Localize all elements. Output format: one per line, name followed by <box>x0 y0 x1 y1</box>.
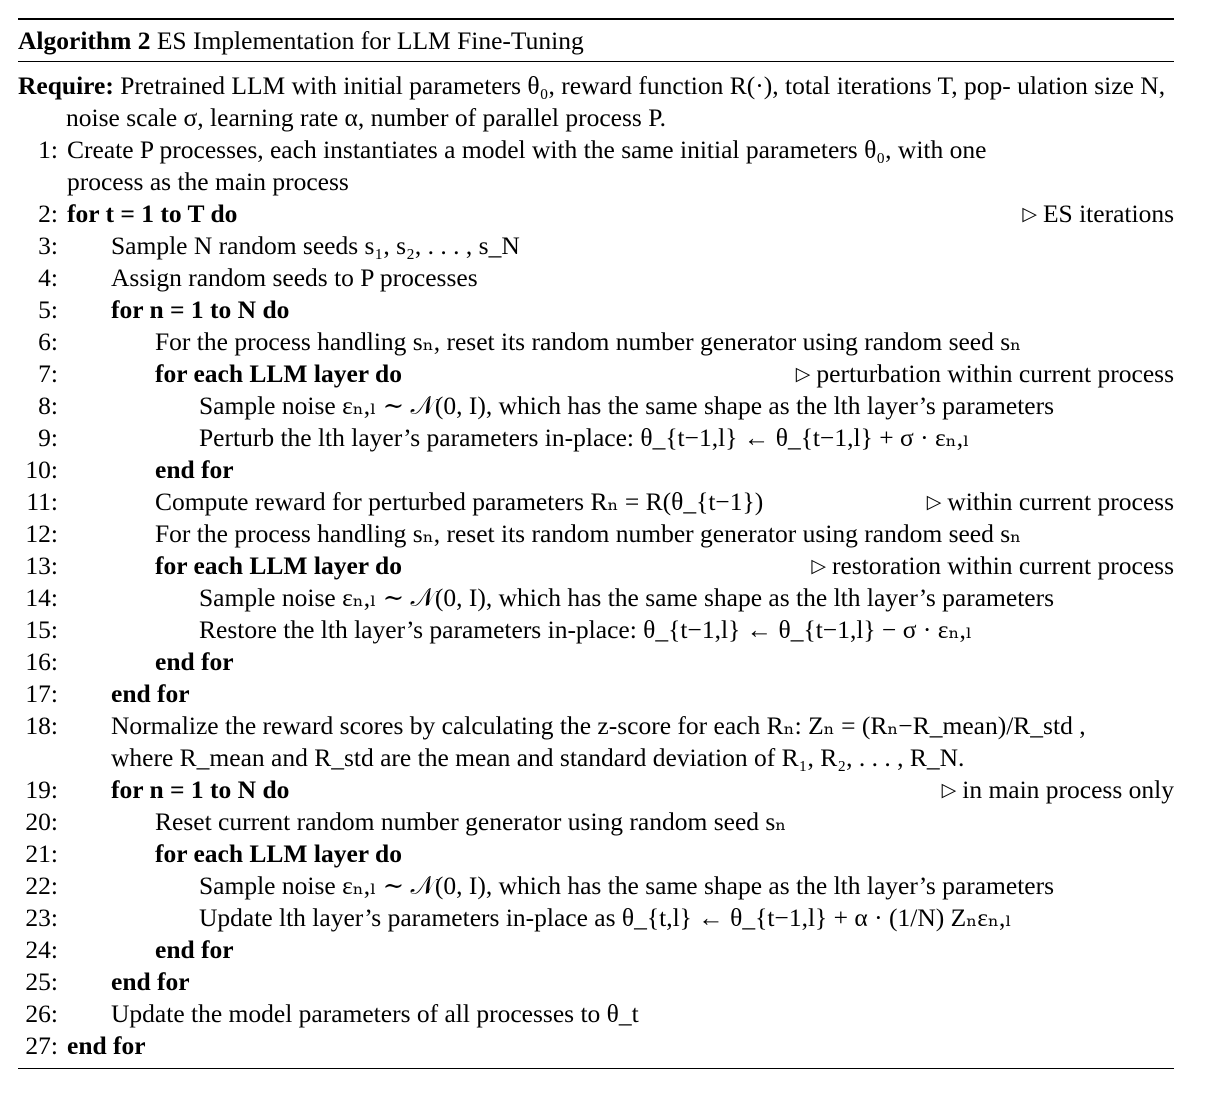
line-number: 14: <box>25 583 58 612</box>
line-number: 7: <box>38 359 58 388</box>
line-text: Sample N random seeds s₁, s₂, . . . , s_N <box>111 231 520 260</box>
line-number: 10: <box>25 455 58 484</box>
line-number: 4: <box>38 263 58 292</box>
bottom-rule <box>18 1068 1174 1069</box>
line-number: 15: <box>25 615 58 644</box>
line-comment <box>942 774 1174 809</box>
line-comment <box>796 358 1174 393</box>
line-number: 9: <box>38 423 58 452</box>
line-number: 26: <box>25 999 58 1028</box>
algorithm-title: ES Implementation for LLM Fine-Tuning <box>156 26 584 55</box>
comment-text: in main process only <box>962 775 1174 804</box>
algorithm-line <box>18 422 1174 454</box>
algorithm-line <box>18 870 1174 902</box>
line-text: Normalize the reward scores by calculating the z-score for each Rₙ: Zₙ = (Rₙ−R_mean)/R_std , <box>111 711 1086 740</box>
algorithm-line <box>18 550 1174 582</box>
algorithm-line <box>18 678 1174 710</box>
line-number: 18: <box>25 711 58 740</box>
line-number: 16: <box>25 647 58 676</box>
comment-text: perturbation within current process <box>816 359 1174 388</box>
line-number: 27: <box>25 1031 58 1060</box>
algorithm-line <box>18 518 1174 550</box>
line-text: for each LLM layer do <box>155 359 402 388</box>
algorithm-line <box>18 454 1174 486</box>
algorithm-line <box>18 134 1174 166</box>
line-text: Sample noise εₙ,ₗ ∼ 𝒩(0, I), which has the same shape as the lth layer’s parameters <box>199 871 1055 900</box>
line-comment <box>811 550 1174 585</box>
line-number: 8: <box>38 391 58 420</box>
line-text: end for <box>155 455 234 484</box>
line-text: end for <box>155 935 234 964</box>
comment-triangle-icon: ▷ <box>1022 204 1037 225</box>
line-text: Update the model parameters of all processes to θ_t <box>111 999 639 1028</box>
line-text: for t = 1 to T do <box>67 199 238 228</box>
line-number: 12: <box>25 519 58 548</box>
algorithm-line <box>18 934 1174 966</box>
algorithm-line <box>18 966 1174 998</box>
line-text: end for <box>67 1031 146 1060</box>
line-number: 25: <box>25 967 58 996</box>
algorithm-line <box>18 486 1174 518</box>
line-number: 22: <box>25 871 58 900</box>
line-text: for n = 1 to N do <box>111 775 290 804</box>
algorithm-line <box>18 614 1174 646</box>
algorithm-line <box>18 806 1174 838</box>
algorithm-line <box>18 998 1174 1030</box>
line-number: 13: <box>25 551 58 580</box>
algorithm-line <box>18 358 1174 390</box>
algorithm-line <box>18 710 1174 742</box>
line-text: end for <box>111 679 190 708</box>
line-text: Update lth layer’s parameters in-place as θ_{t,l} ← θ_{t−1,l} + α · (1/N) Zₙεₙ,ₗ <box>199 903 1012 932</box>
comment-text: ES iterations <box>1042 199 1174 228</box>
algorithm-line <box>18 838 1174 870</box>
algorithm-line <box>18 294 1174 326</box>
line-text: Compute reward for perturbed parameters Rₙ = R(θ_{t−1}) <box>155 487 764 516</box>
line-number: 11: <box>26 487 58 516</box>
comment-triangle-icon: ▷ <box>926 492 942 513</box>
line-text: Perturb the lth layer’s parameters in-place: θ_{t−1,l} ← θ_{t−1,l} + σ · εₙ,ₗ <box>199 423 970 452</box>
line-number: 1: <box>38 135 58 164</box>
algorithm-line <box>18 1030 1174 1062</box>
line-number: 24: <box>25 935 58 964</box>
line-number: 20: <box>25 807 58 836</box>
algorithm-line <box>18 902 1174 934</box>
line-number: 17: <box>25 679 58 708</box>
line-text: Create P processes, each instantiates a model with the same initial parameters θ₀, with one <box>67 135 987 164</box>
algorithm-line <box>18 390 1174 422</box>
algorithm-label: Algorithm 2 <box>18 26 151 55</box>
line-text: For the process handling sₙ, reset its random number generator using random seed sₙ <box>155 327 1022 356</box>
line-comment <box>927 486 1174 521</box>
require-block <box>18 62 1174 134</box>
line-text: For the process handling sₙ, reset its random number generator using random seed sₙ <box>155 519 1022 548</box>
line-text: Restore the lth layer’s parameters in-place: θ_{t−1,l} ← θ_{t−1,l} − σ · εₙ,ₗ <box>199 615 973 644</box>
comment-text: restoration within current process <box>831 551 1174 580</box>
line-number: 2: <box>38 199 58 228</box>
line-text: Sample noise εₙ,ₗ ∼ 𝒩(0, I), which has the same shape as the lth layer’s parameters <box>199 583 1055 612</box>
line-text: Reset current random number generator using random seed sₙ <box>155 807 787 836</box>
algorithm-caption <box>18 20 1174 61</box>
require-line <box>18 70 1174 134</box>
algorithm-block <box>18 18 1174 1069</box>
algorithm-line <box>18 582 1174 614</box>
algorithm-steps <box>18 134 1174 1062</box>
algorithm-line <box>18 742 1174 774</box>
require-text-1: Pretrained LLM with initial parameters θ₀, reward function R(·), total iterations T, pop- <box>120 71 1011 100</box>
line-number: 5: <box>38 295 58 324</box>
algorithm-line <box>18 198 1174 230</box>
comment-text: within current process <box>947 487 1174 516</box>
algorithm-line <box>18 774 1174 806</box>
require-keyword: Require: <box>18 71 114 100</box>
algorithm-line <box>18 230 1174 262</box>
line-text: Assign random seeds to P processes <box>111 263 478 292</box>
comment-triangle-icon: ▷ <box>811 556 826 577</box>
comment-triangle-icon: ▷ <box>795 364 811 385</box>
line-text: process as the main process <box>67 167 349 196</box>
line-text: Sample noise εₙ,ₗ ∼ 𝒩(0, I), which has the same shape as the lth layer’s parameters <box>199 391 1055 420</box>
line-text: where R_mean and R_std are the mean and standard deviation of R₁, R₂, . . . , R_N. <box>111 743 965 772</box>
require-text-2: ulation size N, noise scale σ, learning rate α, number of parallel process P. <box>66 71 1166 132</box>
line-number: 23: <box>25 903 58 932</box>
line-text: end for <box>111 967 190 996</box>
algorithm-line <box>18 326 1174 358</box>
line-number: 3: <box>38 231 58 260</box>
algorithm-line <box>18 262 1174 294</box>
line-number: 19: <box>25 775 58 804</box>
line-text: for each LLM layer do <box>155 839 402 868</box>
line-text: end for <box>155 647 234 676</box>
algorithm-line <box>18 646 1174 678</box>
line-comment <box>1022 198 1174 233</box>
algorithm-line <box>18 166 1174 198</box>
line-text: for n = 1 to N do <box>111 295 290 324</box>
comment-triangle-icon: ▷ <box>941 780 957 801</box>
line-text: for each LLM layer do <box>155 551 402 580</box>
line-number: 21: <box>25 839 58 868</box>
line-number: 6: <box>38 327 58 356</box>
